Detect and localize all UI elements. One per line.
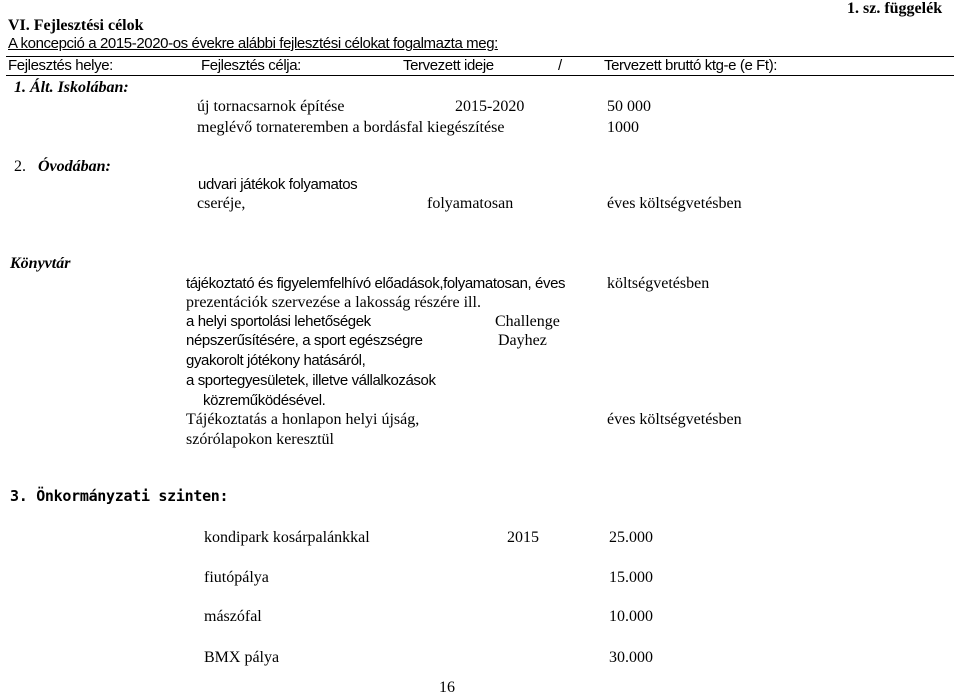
intro-text: A koncepció a 2015-2020-os évekre alábbi fejlesztési célokat fogalmazta meg:	[8, 35, 498, 52]
library-line4-time: Dayhez	[498, 332, 547, 349]
table-header	[6, 56, 954, 76]
library-line7: közreműködésével.	[203, 392, 326, 409]
page-number: 16	[439, 679, 455, 696]
library-line1: tájékoztató és figyelemfelhívó előadások,folyamatosan, éves	[186, 275, 566, 292]
library-line6: a sportegyesületek, illetve vállalkozások	[186, 372, 436, 389]
library-line8-cost: éves költségvetésben	[607, 411, 742, 428]
municipal-goal-2: fiutópálya	[204, 569, 269, 586]
municipal-cost-1: 25.000	[609, 529, 653, 546]
header-goal: Fejlesztés célja:	[201, 57, 301, 74]
school-cost-1: 50 000	[607, 98, 651, 115]
school-cost-2: 1000	[607, 119, 639, 136]
library-line2: prezentációk szervezése a lakosság részére ill.	[186, 294, 481, 311]
kindergarten-cost: éves költségvetésben	[607, 195, 742, 212]
header-place: Fejlesztés helye:	[8, 57, 113, 74]
section-title: VI. Fejlesztési célok	[8, 17, 144, 34]
kindergarten-goal-line1: udvari játékok folyamatos	[198, 176, 358, 193]
library-line5: gyakorolt jótékony hatásáról,	[186, 352, 366, 369]
kindergarten-time: folyamatosan	[427, 195, 514, 212]
appendix-label: 1. sz. függelék	[847, 0, 943, 17]
header-time: Tervezett ideje	[403, 57, 494, 74]
municipal-cost-3: 10.000	[609, 608, 653, 625]
municipal-time-1: 2015	[507, 529, 539, 546]
school-goal-1: új tornacsarnok építése	[197, 98, 345, 115]
municipal-cost-2: 15.000	[609, 569, 653, 586]
library-line3-time: Challenge	[495, 313, 560, 330]
kindergarten-number: 2.	[14, 158, 26, 175]
library-label: Könyvtár	[10, 255, 71, 272]
kindergarten-goal-line2: cseréje,	[197, 195, 246, 212]
municipal-goal-3: mászófal	[204, 608, 262, 625]
municipal-goal-4: BMX pálya	[204, 649, 280, 666]
municipal-label: 3. Önkormányzati szinten:	[10, 487, 229, 505]
kindergarten-label: Óvodában:	[38, 158, 111, 175]
library-line9: szórólapokon keresztül	[186, 431, 334, 448]
library-line4: népszerűsítésére, a sport egészségre	[186, 332, 423, 349]
municipal-goal-1: kondipark kosárpalánkkal	[204, 529, 370, 546]
school-time-1: 2015-2020	[455, 98, 525, 115]
library-line1-cost: költségvetésben	[607, 275, 710, 292]
school-label: 1. Ált. Iskolában:	[14, 79, 129, 96]
header-slash: /	[558, 57, 562, 74]
school-goal-2: meglévő tornateremben a bordásfal kiegészítése	[197, 119, 505, 136]
library-line8: Tájékoztatás a honlapon helyi újság,	[186, 411, 420, 428]
library-line3: a helyi sportolási lehetőségek	[186, 313, 371, 330]
municipal-cost-4: 30.000	[609, 649, 653, 666]
header-cost: Tervezett bruttó ktg-e (e Ft):	[604, 57, 778, 74]
